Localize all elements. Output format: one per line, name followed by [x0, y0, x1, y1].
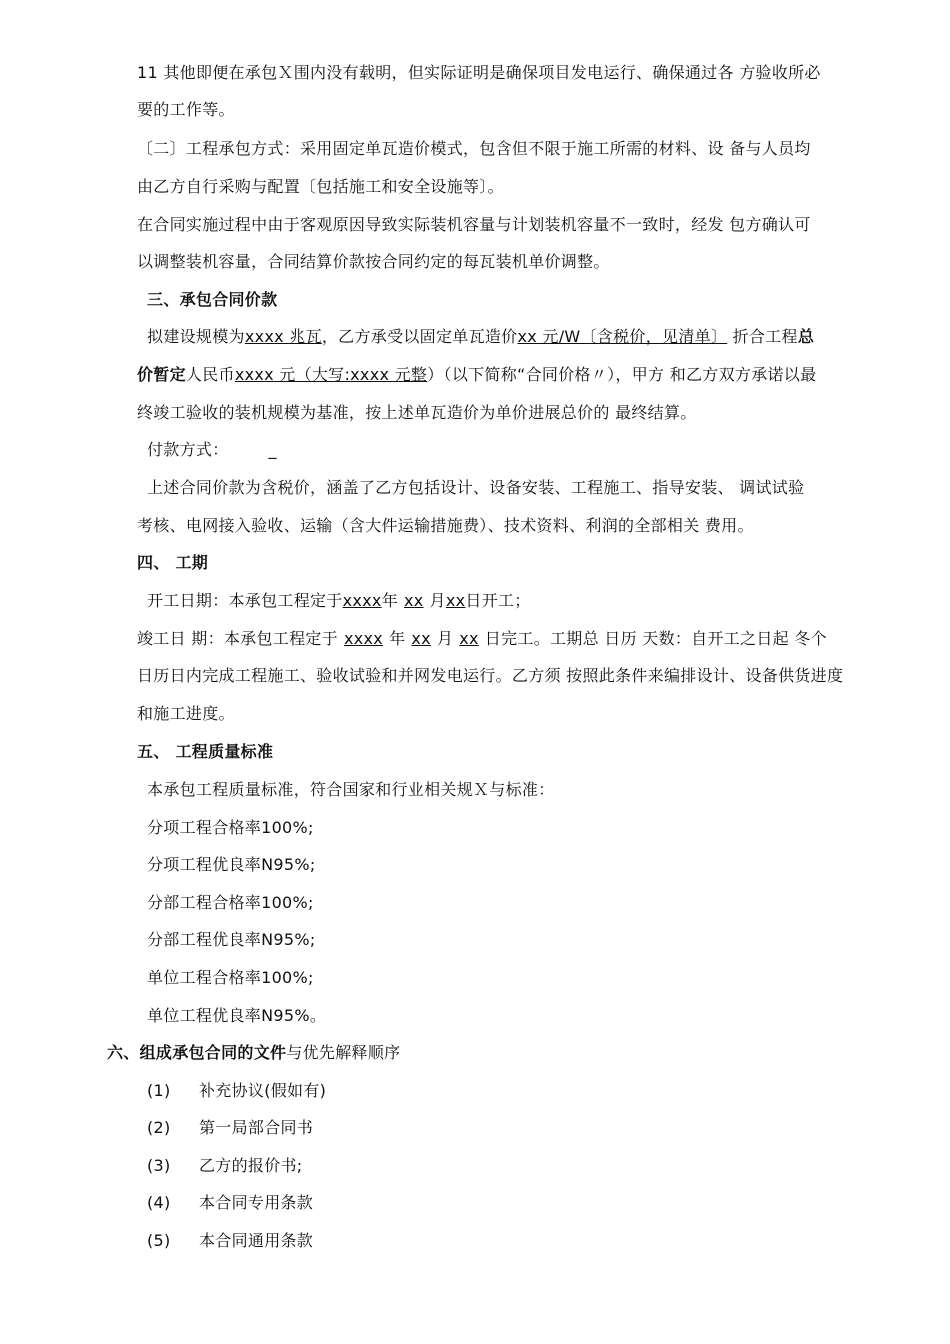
payment-blank: _: [268, 440, 277, 459]
scale-value: xxxx 兆瓦: [244, 327, 322, 346]
doc-list-item: [147, 1193, 313, 1213]
start-date-line: [147, 591, 531, 611]
doc-number: (4): [147, 1193, 171, 1212]
start-day: xx: [445, 591, 466, 610]
paragraph-capacity-line-1: 在合同实施过程中由于客观原因导致实际装机容量与计划装机容量不一致时，经发 包方确认可: [137, 215, 811, 234]
end-year: xxxx: [344, 629, 384, 648]
end-text: 月: [436, 629, 454, 648]
price-text: ）（以下简称“合同价格〃），甲方 和乙方双方承诺以最: [427, 365, 817, 384]
price-line-1: [147, 327, 814, 347]
price-text: ，乙方承受以固定单瓦造价: [321, 327, 518, 346]
section-6-heading-rest: 与优先解释顺序: [286, 1043, 401, 1062]
quality-item: 单位工程优良率N95%。: [147, 1006, 327, 1025]
price-text: 拟建设规模为: [147, 327, 245, 346]
doc-list-item: [147, 1081, 326, 1101]
end-text: 竣工日 期：本承包工程定于: [137, 629, 338, 648]
end-date-line: [137, 629, 827, 649]
section-4-heading: 四、 工期: [137, 553, 209, 572]
quality-item: 分项工程优良率N95%;: [147, 855, 316, 874]
price-line-3: 终竣工验收的装机规模为基准，按上述单瓦造价为单价进展总价的 最终结算。: [137, 403, 697, 422]
doc-name: 补充协议(假如有): [199, 1081, 327, 1100]
doc-list-item: [147, 1231, 313, 1251]
end-month: xx: [411, 629, 431, 648]
doc-name: 第一局部合同书: [199, 1118, 314, 1137]
paragraph-method-line-2: 由乙方自行采购与配置〔包括施工和安全设施等〕。: [137, 177, 504, 196]
doc-name: 本合同通用条款: [199, 1231, 314, 1250]
price-bold-text: 价暂定: [137, 365, 186, 384]
end-text: 日完工。工期总 日历 天数：自开工之日起 冬个: [484, 629, 827, 648]
price-text: 折合工程: [727, 327, 798, 346]
paragraph-scope-line-2: 要的工作等。: [137, 100, 235, 119]
doc-name: 乙方的报价书;: [199, 1156, 303, 1175]
start-year: xxxx: [342, 591, 382, 610]
section-3-heading: 三、承包合同价款: [147, 290, 278, 309]
quality-intro: 本承包工程质量标准，符合国家和行业相关规Ｘ与标准：: [147, 780, 555, 799]
section-6-heading-bold: 六、组成承包合同的文件: [107, 1043, 287, 1062]
doc-number: (3): [147, 1156, 171, 1175]
quality-item: 单位工程合格率100%;: [147, 968, 314, 987]
paragraph-scope-line-1: 11 其他即便在承包Ｘ围内没有载明，但实际证明是确保项目发电运行、确保通过各 方验收所必: [137, 63, 821, 82]
price-text: 人民币: [185, 365, 235, 384]
price-scope-line-2: 考核、电网接入验收、运输（含大件运输措施费）、技术资料、利润的全部相关 费用。: [137, 516, 754, 535]
paragraph-capacity-line-2: 以调整装机容量，合同结算价款按合同约定的每瓦装机单价调整。: [137, 252, 610, 271]
unit-price-value: xx 元/W〔含税价，见清单〕: [517, 327, 728, 346]
quality-item: 分部工程合格率100%;: [147, 893, 314, 912]
price-line-2: [137, 365, 816, 385]
end-day: xx: [459, 629, 479, 648]
doc-name: 本合同专用条款: [199, 1193, 314, 1212]
doc-number: (5): [147, 1231, 171, 1250]
paragraph-method-line-1: 〔二〕工程承包方式：采用固定单瓦造价模式，包含但不限于施工所需的材料、设 备与人员均: [137, 139, 811, 158]
start-text: 年: [381, 591, 398, 610]
end-date-line-2: 日历日内完成工程施工、验收试验和并网发电运行。乙方须 按照此条件来编排设计、设备供货进度: [137, 666, 844, 685]
end-text: 年: [389, 629, 406, 648]
start-text: 月: [429, 591, 446, 610]
section-6-heading: [107, 1043, 400, 1063]
end-date-line-3: 和施工进度。: [137, 704, 235, 723]
quality-item: 分部工程优良率N95%;: [147, 930, 316, 949]
price-scope-line-1: 上述合同价款为含税价，涵盖了乙方包括设计、设备安装、工程施工、指导安装、 调试试验: [147, 478, 805, 497]
doc-list-item: [147, 1156, 303, 1176]
price-bold-text: 总: [797, 327, 815, 346]
start-month: xx: [404, 591, 424, 610]
doc-list-item: [147, 1118, 313, 1138]
doc-number: (2): [147, 1118, 171, 1137]
doc-number: (1): [147, 1081, 171, 1100]
payment-method-line: [147, 440, 277, 460]
payment-label: 付款方式：: [147, 440, 229, 459]
total-price-value: xxxx 元（大写:xxxx 元整: [234, 365, 428, 384]
section-5-heading: 五、 工程质量标准: [137, 742, 274, 761]
start-text: 开工日期：本承包工程定于: [147, 591, 343, 610]
quality-item: 分项工程合格率100%;: [147, 818, 314, 837]
start-text: 日开工；: [465, 591, 531, 610]
